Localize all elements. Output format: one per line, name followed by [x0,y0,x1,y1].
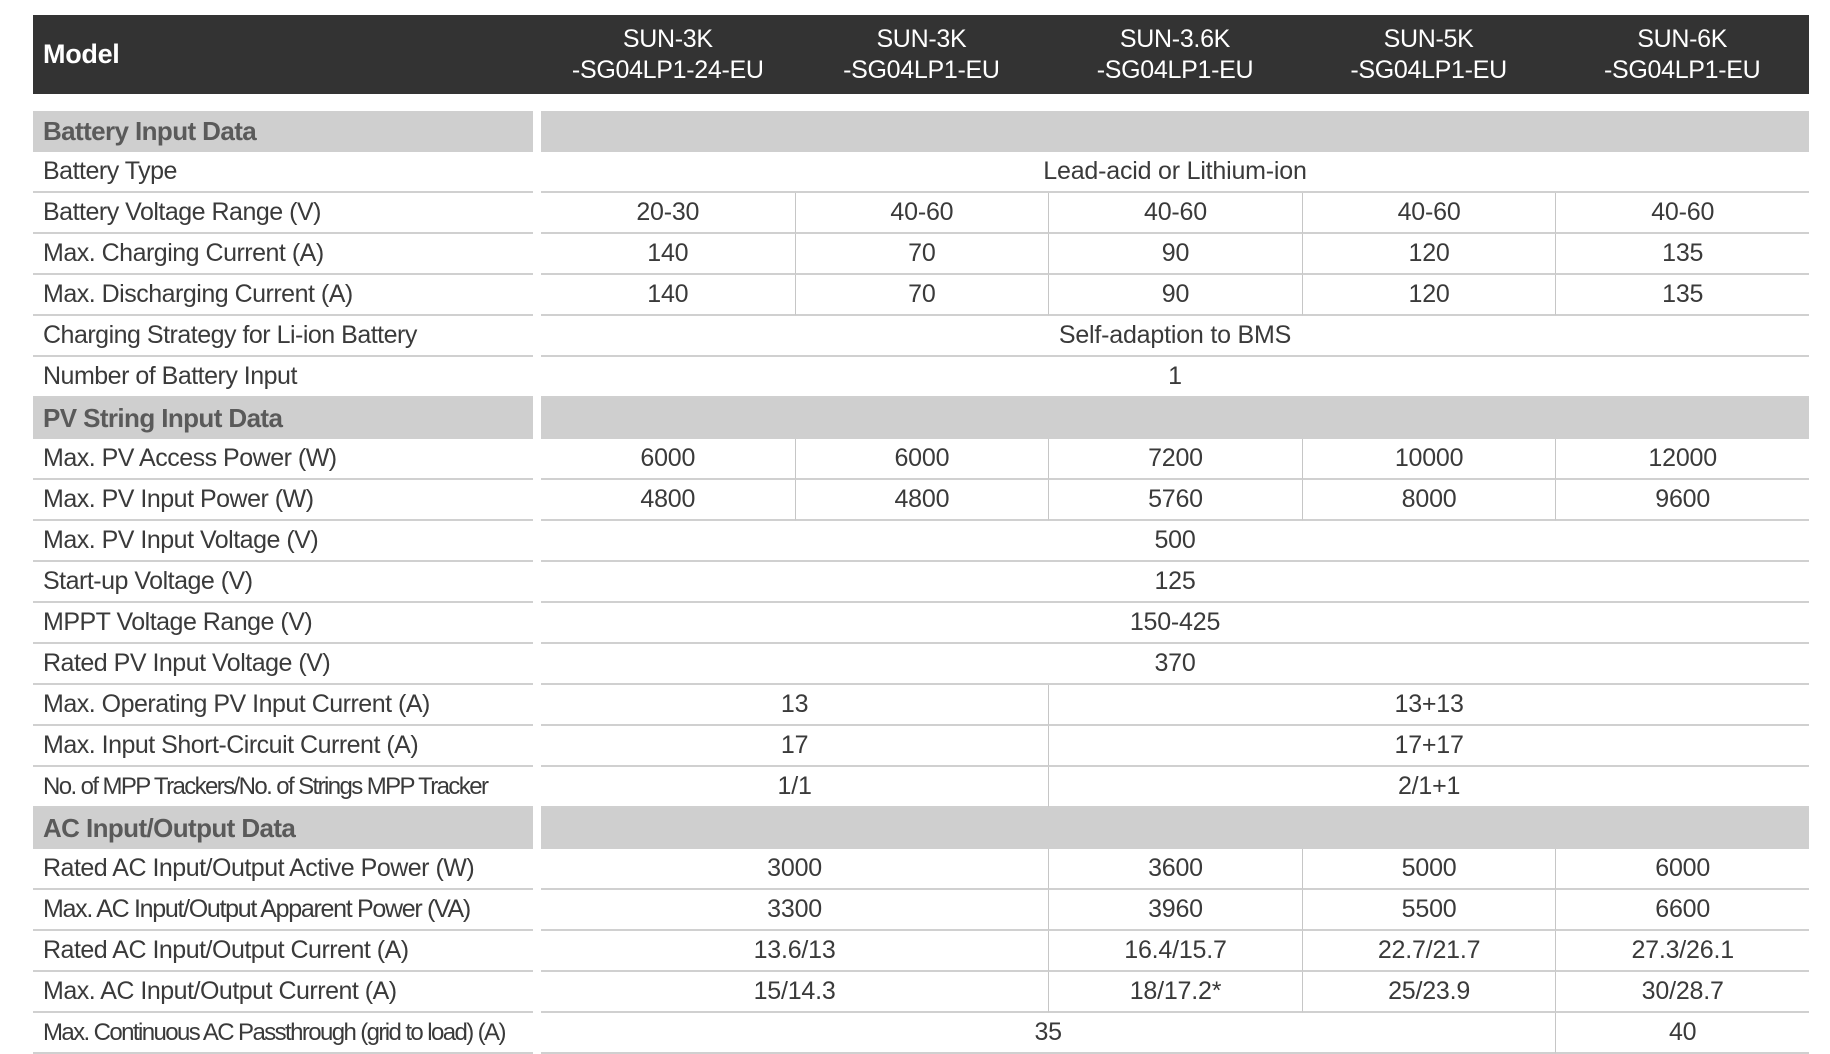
spec-row [33,521,1809,562]
spec-value: 40-60 [1048,193,1302,234]
row-gap [533,972,541,1013]
row-gap [533,193,541,234]
spec-value: 7200 [1048,439,1302,480]
spec-label: MPPT Voltage Range (V) [33,603,533,644]
spec-row [33,316,1809,357]
spec-row [33,193,1809,234]
spec-value: 22.7/21.7 [1302,931,1556,972]
section-gap [533,111,541,152]
spec-value: 4800 [541,480,795,521]
spec-value: 40-60 [1555,193,1809,234]
spec-row [33,439,1809,480]
spec-value: 6000 [1555,849,1809,890]
spec-value: 140 [541,275,795,316]
section-header-row [33,111,1809,152]
spec-label: Max. PV Input Power (W) [33,480,533,521]
spec-value: 125 [541,562,1809,603]
spec-label: Max. Charging Current (A) [33,234,533,275]
spec-value: 3300 [541,890,1048,931]
spec-value: 120 [1302,275,1556,316]
spec-label: Max. AC Input/Output Current (A) [33,972,533,1013]
spec-table [33,15,1809,1054]
spec-value: 135 [1555,275,1809,316]
model-column-header [795,15,1049,94]
spec-row [33,931,1809,972]
section-title: Battery Input Data [33,111,533,152]
spec-value: Lead-acid or Lithium-ion [541,152,1809,193]
section-gap [533,398,541,439]
spec-value: 3000 [541,849,1048,890]
spec-value: 13 [541,685,1048,726]
row-gap [533,931,541,972]
spec-value: Self-adaption to BMS [541,316,1809,357]
spec-label: Rated AC Input/Output Current (A) [33,931,533,972]
spec-value: 500 [541,521,1809,562]
spec-row [33,890,1809,931]
model-name-line2: -SG04LP1-24-EU [571,55,764,84]
row-gap [533,357,541,398]
spec-value: 140 [541,234,795,275]
spec-value: 12000 [1555,439,1809,480]
spec-label: Max. Discharging Current (A) [33,275,533,316]
model-header-label: Model [33,15,533,94]
spec-value: 120 [1302,234,1556,275]
section-gap [533,808,541,849]
spec-label: Max. PV Access Power (W) [33,439,533,480]
spacer-cell [33,94,1809,111]
row-gap [533,1013,541,1054]
spec-value: 135 [1555,234,1809,275]
spec-label: Max. PV Input Voltage (V) [33,521,533,562]
spec-row [33,644,1809,685]
spec-value: 40-60 [795,193,1049,234]
spec-label: Start-up Voltage (V) [33,562,533,603]
row-gap [533,234,541,275]
spec-label: Max. Continuous AC Passthrough (grid to load) (A) [33,1013,533,1054]
spec-value: 70 [795,275,1049,316]
row-gap [533,152,541,193]
model-name-line2: -SG04LP1-EU [1096,55,1254,84]
row-gap [533,644,541,685]
section-header-row [33,398,1809,439]
spec-row [33,275,1809,316]
spec-row [33,767,1809,808]
spec-value: 40 [1555,1013,1809,1054]
spec-value: 2/1+1 [1048,767,1809,808]
row-gap [533,562,541,603]
row-gap [533,767,541,808]
model-column-header [541,15,795,94]
model-name-line1: SUN-6K [1637,24,1728,53]
spec-row [33,152,1809,193]
row-gap [533,439,541,480]
spec-value: 10000 [1302,439,1556,480]
spec-value: 6600 [1555,890,1809,931]
spec-row [33,357,1809,398]
spec-label: Battery Type [33,152,533,193]
spec-row [33,1013,1809,1054]
spec-value: 40-60 [1302,193,1556,234]
model-name-line1: SUN-3K [876,24,967,53]
spec-value: 1 [541,357,1809,398]
spec-value: 13.6/13 [541,931,1048,972]
spec-label: Battery Voltage Range (V) [33,193,533,234]
spec-value: 3600 [1048,849,1302,890]
spec-row [33,972,1809,1013]
spec-value: 5000 [1302,849,1556,890]
section-band [541,111,1809,152]
spec-row [33,480,1809,521]
spec-value: 3960 [1048,890,1302,931]
spec-value: 90 [1048,234,1302,275]
section-title: PV String Input Data [33,398,533,439]
spec-value: 9600 [1555,480,1809,521]
spec-label: Rated AC Input/Output Active Power (W) [33,849,533,890]
row-gap [533,890,541,931]
spec-row [33,849,1809,890]
model-name-line2: -SG04LP1-EU [1603,55,1761,84]
spec-value: 20-30 [541,193,795,234]
spec-label: Max. Input Short-Circuit Current (A) [33,726,533,767]
spec-value: 6000 [795,439,1049,480]
spec-row [33,234,1809,275]
spec-row [33,726,1809,767]
spec-value: 4800 [795,480,1049,521]
row-gap [533,480,541,521]
row-gap [533,726,541,767]
spec-row [33,562,1809,603]
model-column-header [1302,15,1556,94]
row-gap [533,521,541,562]
row-gap [533,603,541,644]
row-gap [533,685,541,726]
spec-value: 27.3/26.1 [1555,931,1809,972]
spec-value: 8000 [1302,480,1556,521]
model-name-line2: -SG04LP1-EU [843,55,1000,84]
spec-value: 18/17.2* [1048,972,1302,1013]
spec-value: 5500 [1302,890,1556,931]
spec-value: 35 [541,1013,1555,1054]
spec-label: Number of Battery Input [33,357,533,398]
spec-row [33,685,1809,726]
spec-value: 17+17 [1048,726,1809,767]
spec-value: 150-425 [541,603,1809,644]
spec-label: Charging Strategy for Li-ion Battery [33,316,533,357]
model-name-line1: SUN-3.6K [1119,24,1231,53]
spec-value: 16.4/15.7 [1048,931,1302,972]
section-header-row [33,808,1809,849]
spec-label: Rated PV Input Voltage (V) [33,644,533,685]
model-name-line1: SUN-5K [1383,24,1474,53]
spec-value: 13+13 [1048,685,1809,726]
section-band [541,398,1809,439]
spec-value: 70 [795,234,1049,275]
spec-label: Max. Operating PV Input Current (A) [33,685,533,726]
model-column-header [1048,15,1302,94]
section-band [541,808,1809,849]
spec-value: 15/14.3 [541,972,1048,1013]
model-name-line2: -SG04LP1-EU [1350,55,1507,84]
spec-value: 25/23.9 [1302,972,1556,1013]
section-title: AC Input/Output Data [33,808,533,849]
spec-label: Max. AC Input/Output Apparent Power (VA) [33,890,533,931]
spec-value: 370 [541,644,1809,685]
row-gap [533,849,541,890]
model-column-header [1555,15,1809,94]
spec-label: No. of MPP Trackers/No. of Strings MPP Tracker [33,767,533,808]
model-name-line1: SUN-3K [622,24,713,53]
spec-value: 17 [541,726,1048,767]
header-gap [533,15,541,94]
spec-body [33,94,1809,1054]
row-gap [533,275,541,316]
spec-value: 90 [1048,275,1302,316]
header-spacer [33,94,1809,111]
spec-value: 1/1 [541,767,1048,808]
spec-value: 6000 [541,439,795,480]
spec-value: 5760 [1048,480,1302,521]
row-gap [533,316,541,357]
spec-row [33,603,1809,644]
spec-value: 30/28.7 [1555,972,1809,1013]
header-row [33,15,1809,94]
